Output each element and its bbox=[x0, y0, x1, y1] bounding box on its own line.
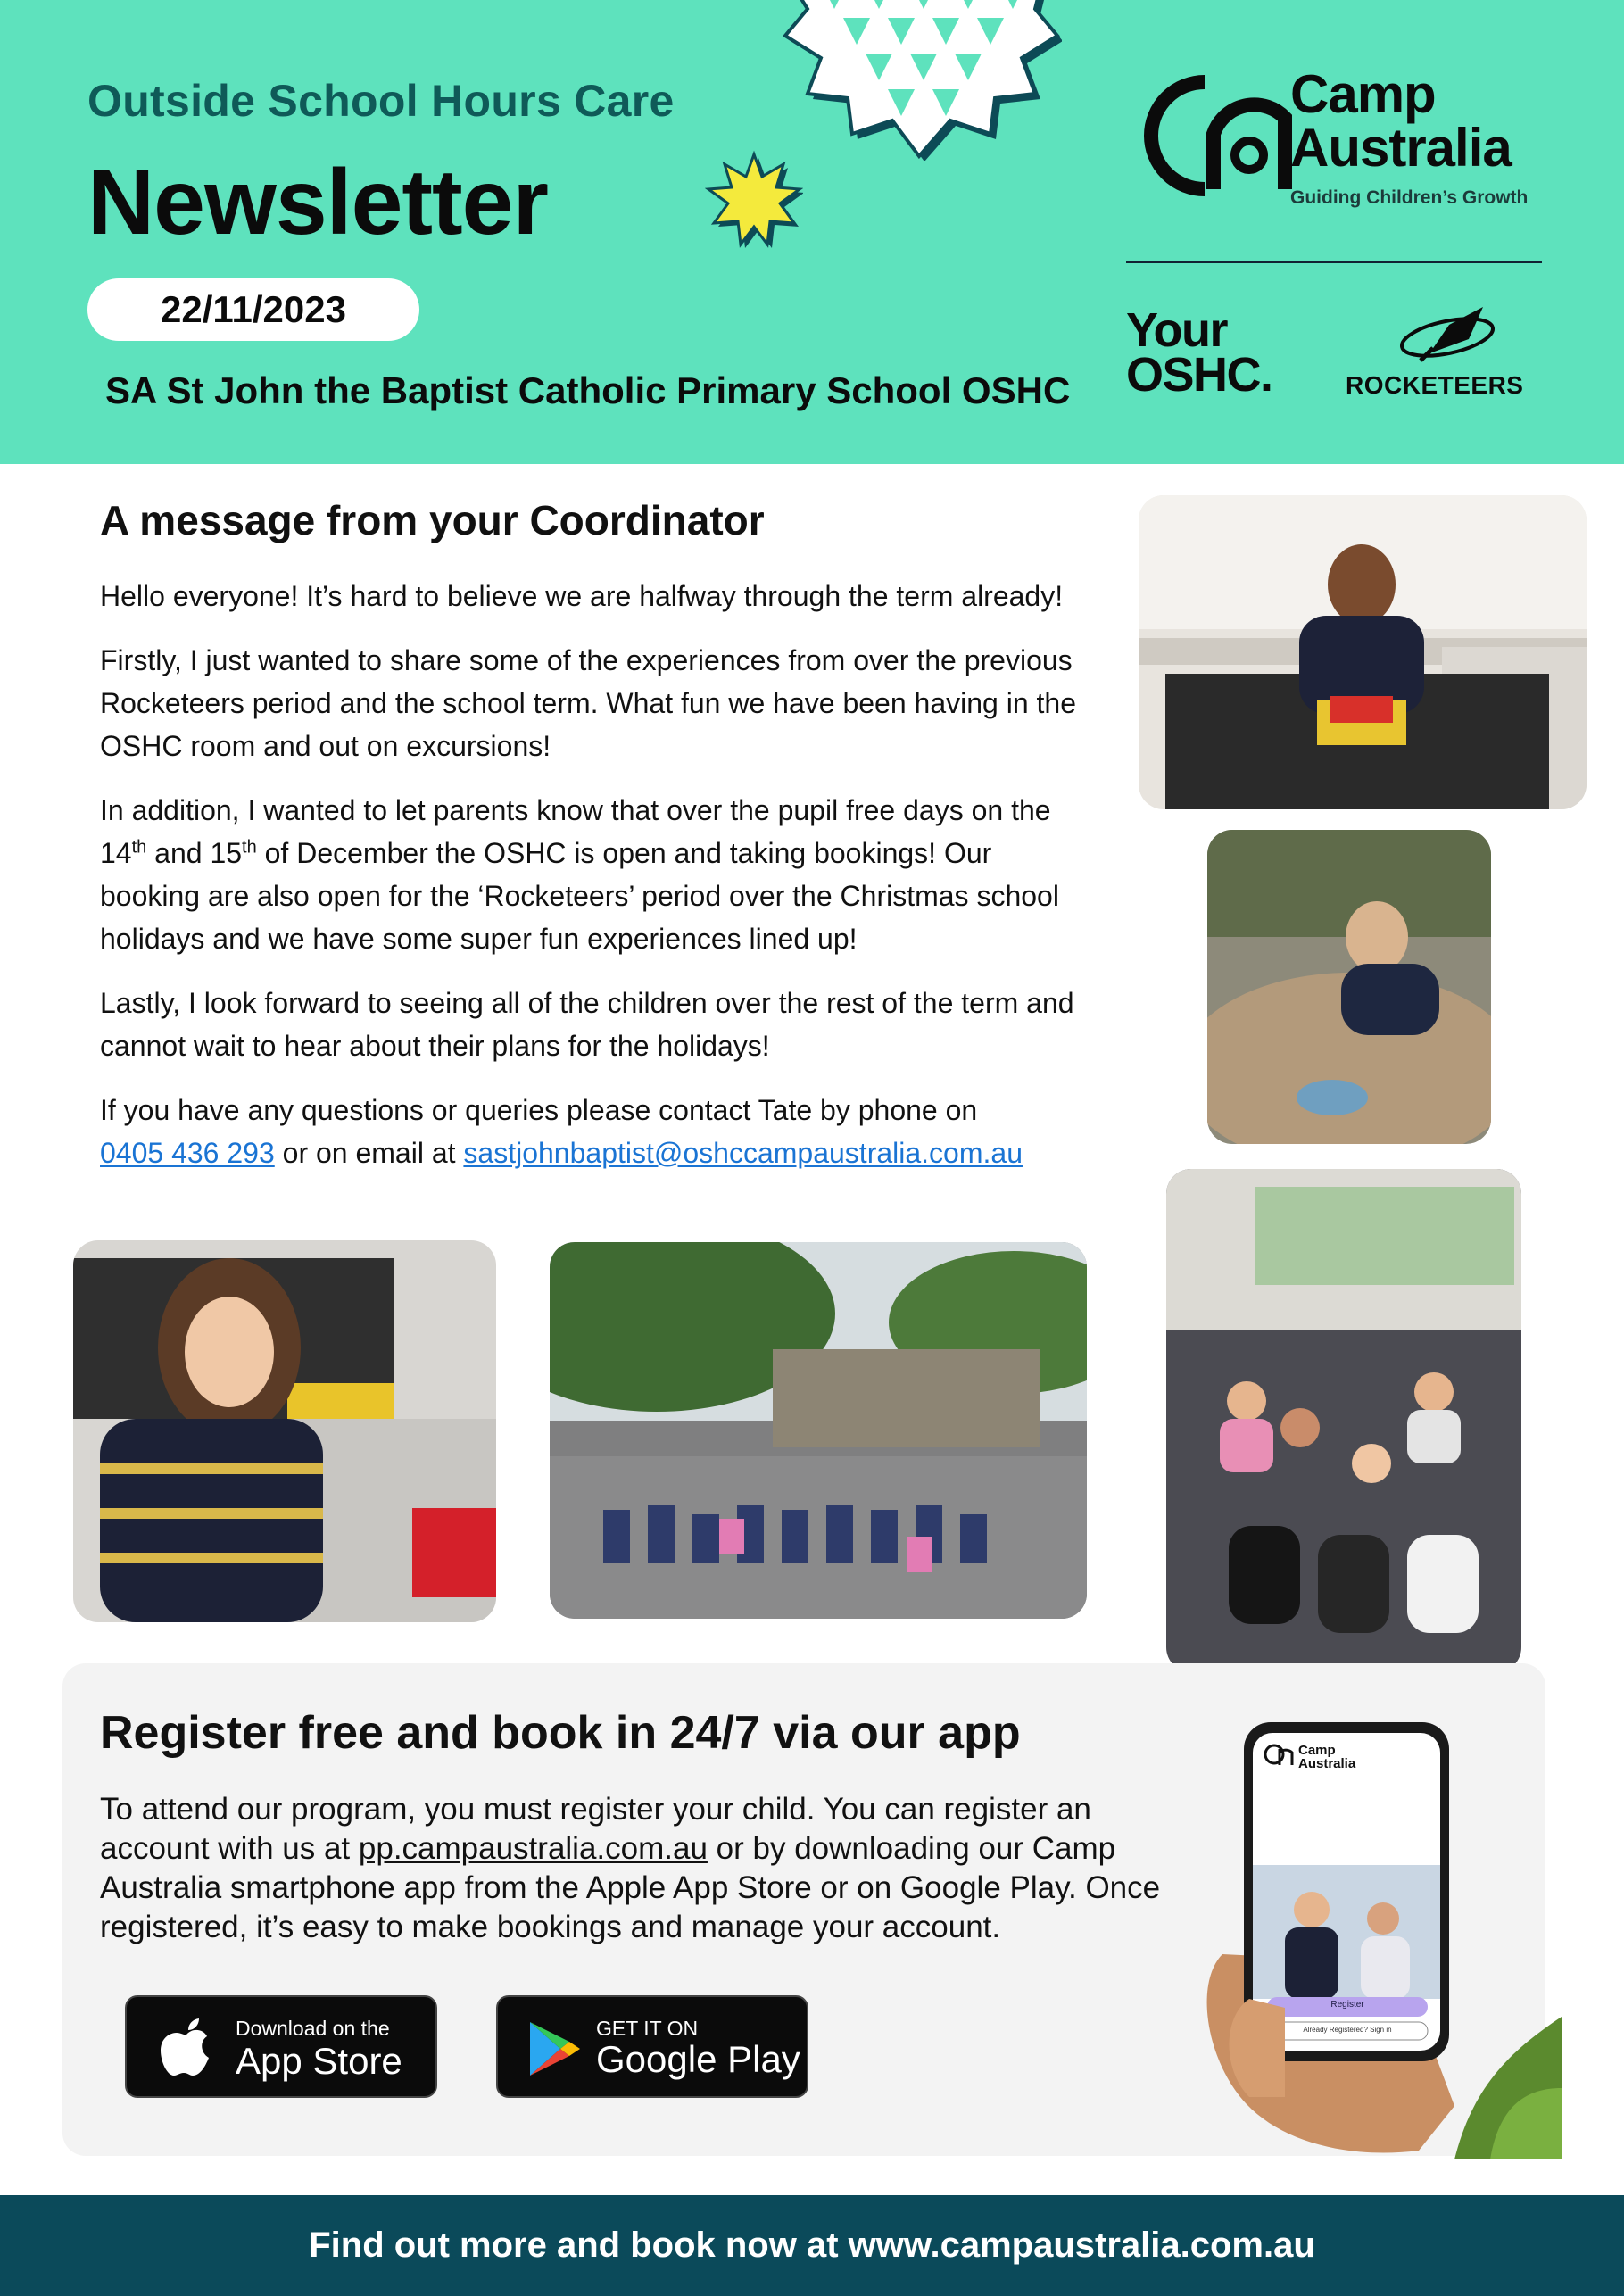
rocketeers-logo: ROCKETEERS bbox=[1346, 371, 1524, 399]
app-promo-heading: Register free and book in 24/7 via our app bbox=[100, 1707, 1021, 1759]
brand-tagline: Guiding Children’s Growth bbox=[1290, 187, 1529, 208]
photo-boy-building-blocks bbox=[1139, 495, 1587, 809]
photo-group-excursion bbox=[550, 1242, 1087, 1619]
google-play-caption: GET IT ON bbox=[596, 2017, 699, 2040]
message-paragraph: Firstly, I just wanted to share some of the experiences from over the previous Rocketeers period and the school term. What fun we have been having in the OSHC room and out on excursions! bbox=[100, 644, 1076, 762]
brand-name-line2: Australia bbox=[1290, 118, 1512, 178]
rocket-icon bbox=[1394, 302, 1501, 366]
message-paragraph: Lastly, I look forward to seeing all of the children over the rest of the term and cannot wait to hear about their plans for the holidays! bbox=[100, 987, 1074, 1062]
registration-link[interactable]: pp.campaustralia.com.au bbox=[358, 1831, 708, 1866]
photo-children-indoor-activity bbox=[1166, 1169, 1521, 1672]
phone-register-button: Register bbox=[1330, 2000, 1364, 2010]
starburst-decoration-icon bbox=[767, 0, 1062, 161]
app-store-button[interactable] bbox=[125, 1995, 437, 2098]
your-oshc-logo: Your OSHC. bbox=[1126, 303, 1272, 402]
message-paragraph: In addition, I wanted to let parents know that over the pupil free days on the 14th and 15th of December the OSHC is open and taking bookings! Our booking are also open for the ‘Rocketeers’ period over the Christmas school holidays and we have some super fun experiences lined up! bbox=[100, 794, 1059, 955]
app-store-label: App Store bbox=[236, 2040, 402, 2082]
sun-burst-icon bbox=[705, 150, 803, 248]
phone-link[interactable]: 0405 436 293 bbox=[100, 1137, 275, 1169]
newsletter-header bbox=[0, 0, 1624, 464]
coordinator-heading: A message from your Coordinator bbox=[100, 497, 765, 543]
app-store-caption: Download on the bbox=[236, 2017, 390, 2040]
phone-signin-link: Already Registered? Sign in bbox=[1303, 2026, 1392, 2034]
school-name: SA St John the Baptist Catholic Primary School OSHC bbox=[105, 369, 1071, 411]
footer-cta[interactable]: Find out more and book now at www.campaustralia.com.au bbox=[309, 2226, 1315, 2265]
header-divider bbox=[1126, 261, 1542, 263]
footer-banner bbox=[0, 2195, 1624, 2296]
newsletter-title: Newsletter bbox=[87, 151, 548, 254]
google-play-label: Google Play bbox=[596, 2038, 800, 2080]
google-play-button[interactable] bbox=[496, 1995, 808, 2098]
header-eyebrow: Outside School Hours Care bbox=[87, 76, 675, 126]
coordinator-message bbox=[100, 575, 1090, 1196]
app-promo-body: To attend our program, you must register your child. You can register an account with us at pp.campaustralia.com.au or by downloading our Camp Australia smartphone app from the Apple App Store or on Google Play. Once registered, it’s easy to make bookings and manage your account. bbox=[100, 1792, 1161, 1944]
message-paragraph: Hello everyone! It’s hard to believe we are halfway through the term already! bbox=[100, 580, 1064, 612]
phone-brand-name: Camp Australia bbox=[1298, 1743, 1356, 1771]
brand-name-line1: Camp bbox=[1290, 64, 1436, 124]
email-link[interactable]: sastjohnbaptist@oshccampaustralia.com.au bbox=[463, 1137, 1023, 1169]
contact-paragraph: If you have any questions or queries please contact Tate by phone on 0405 436 293 or on email at sastjohnbaptist@oshccampaustralia.com.au bbox=[100, 1094, 1023, 1169]
apple-icon bbox=[159, 2017, 214, 2081]
photo-girl-smiling bbox=[73, 1240, 496, 1622]
photo-boy-climbing-rock bbox=[1207, 830, 1491, 1144]
phone-in-hand-illustration bbox=[1187, 1713, 1562, 2159]
google-play-icon bbox=[528, 2020, 582, 2077]
newsletter-date: 22/11/2023 bbox=[87, 278, 419, 341]
